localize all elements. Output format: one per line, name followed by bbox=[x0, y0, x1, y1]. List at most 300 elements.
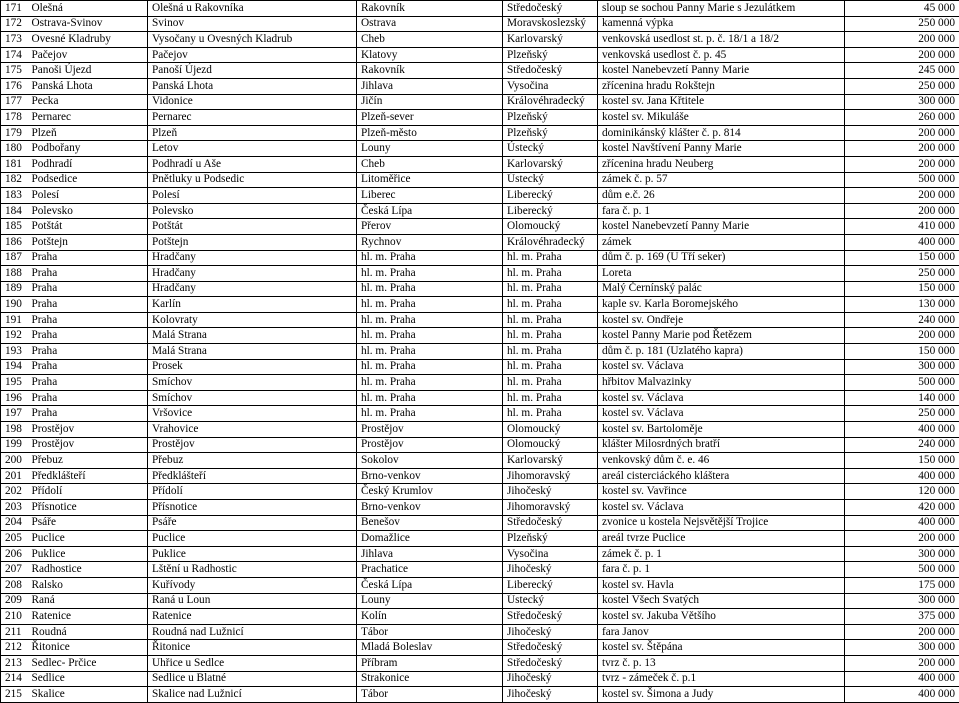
row-number-cell: 182 bbox=[1, 172, 28, 188]
district-cell: hl. m. Praha bbox=[357, 312, 503, 328]
district-cell: hl. m. Praha bbox=[357, 266, 503, 282]
region-cell: Středočeský bbox=[503, 655, 598, 671]
table-row bbox=[1, 16, 959, 32]
district-cell: Přerov bbox=[357, 219, 503, 235]
amount-cell: 260 000 bbox=[845, 110, 959, 126]
region-cell: Olomoucký bbox=[503, 219, 598, 235]
monument-cell: tvrz č. p. 13 bbox=[598, 655, 845, 671]
monument-cell: zámek č. p. 57 bbox=[598, 172, 845, 188]
table-row bbox=[1, 344, 959, 360]
municipality-cell: Puklice bbox=[28, 546, 148, 562]
region-cell: Vysočina bbox=[503, 546, 598, 562]
table-row bbox=[1, 515, 959, 531]
cadastral-area-cell: Prosek bbox=[148, 359, 357, 375]
monument-cell: zámek č. p. 1 bbox=[598, 546, 845, 562]
cadastral-area-cell: Vršovice bbox=[148, 406, 357, 422]
table-row bbox=[1, 234, 959, 250]
monument-cell: venkovská usedlost st. p. č. 18/1 a 18/2 bbox=[598, 32, 845, 48]
region-cell: Ústecký bbox=[503, 141, 598, 157]
monument-cell: kostel sv. Václava bbox=[598, 500, 845, 516]
table-row bbox=[1, 312, 959, 328]
row-number-cell: 201 bbox=[1, 468, 28, 484]
row-number-cell: 195 bbox=[1, 375, 28, 391]
district-cell: Kolín bbox=[357, 609, 503, 625]
table-row bbox=[1, 47, 959, 63]
region-cell: Liberecký bbox=[503, 577, 598, 593]
monument-cell: kostel Všech Svatých bbox=[598, 593, 845, 609]
monument-cell: zvonice u kostela Nejsvětější Trojice bbox=[598, 515, 845, 531]
monument-cell: zřícenina hradu Rokštejn bbox=[598, 78, 845, 94]
monument-cell: Malý Černínský palác bbox=[598, 281, 845, 297]
region-cell: hl. m. Praha bbox=[503, 281, 598, 297]
municipality-cell: Praha bbox=[28, 266, 148, 282]
row-number-cell: 209 bbox=[1, 593, 28, 609]
municipality-cell: Řitonice bbox=[28, 640, 148, 656]
region-cell: Středočeský bbox=[503, 609, 598, 625]
amount-cell: 250 000 bbox=[845, 266, 959, 282]
table-row bbox=[1, 32, 959, 48]
municipality-cell: Puclice bbox=[28, 531, 148, 547]
cadastral-area-cell: Sedlice u Blatné bbox=[148, 671, 357, 687]
row-number-cell: 186 bbox=[1, 234, 28, 250]
table-row bbox=[1, 188, 959, 204]
row-number-cell: 175 bbox=[1, 63, 28, 79]
district-cell: Prostějov bbox=[357, 422, 503, 438]
table-row bbox=[1, 125, 959, 141]
amount-cell: 150 000 bbox=[845, 344, 959, 360]
cadastral-area-cell: Hradčany bbox=[148, 266, 357, 282]
municipality-cell: Polesí bbox=[28, 188, 148, 204]
municipality-cell: Ratenice bbox=[28, 609, 148, 625]
monument-cell: klášter Milosrdných bratří bbox=[598, 437, 845, 453]
district-cell: Klatovy bbox=[357, 47, 503, 63]
cadastral-area-cell: Vrahovice bbox=[148, 422, 357, 438]
district-cell: Strakonice bbox=[357, 671, 503, 687]
table-row bbox=[1, 63, 959, 79]
cadastral-area-cell: Roudná nad Lužnicí bbox=[148, 624, 357, 640]
district-cell: Liberec bbox=[357, 188, 503, 204]
amount-cell: 200 000 bbox=[845, 328, 959, 344]
municipality-cell: Radhostice bbox=[28, 562, 148, 578]
table-row bbox=[1, 437, 959, 453]
amount-cell: 300 000 bbox=[845, 640, 959, 656]
monument-cell: kostel sv. Štěpána bbox=[598, 640, 845, 656]
municipality-cell: Raná bbox=[28, 593, 148, 609]
row-number-cell: 208 bbox=[1, 577, 28, 593]
monument-cell: fara č. p. 1 bbox=[598, 562, 845, 578]
table-row bbox=[1, 110, 959, 126]
row-number-cell: 183 bbox=[1, 188, 28, 204]
row-number-cell: 179 bbox=[1, 125, 28, 141]
amount-cell: 245 000 bbox=[845, 63, 959, 79]
region-cell: Olomoucký bbox=[503, 437, 598, 453]
district-cell: Ostrava bbox=[357, 16, 503, 32]
monument-cell: sloup se sochou Panny Marie s Jezulátkem bbox=[598, 1, 845, 17]
table-row bbox=[1, 593, 959, 609]
district-cell: Český Krumlov bbox=[357, 484, 503, 500]
cadastral-area-cell: Polesí bbox=[148, 188, 357, 204]
amount-cell: 130 000 bbox=[845, 297, 959, 313]
municipality-cell: Panská Lhota bbox=[28, 78, 148, 94]
amount-cell: 500 000 bbox=[845, 562, 959, 578]
monument-cell: areál tvrze Puclice bbox=[598, 531, 845, 547]
district-cell: Jihlava bbox=[357, 546, 503, 562]
monument-cell: fara Janov bbox=[598, 624, 845, 640]
region-cell: hl. m. Praha bbox=[503, 390, 598, 406]
amount-cell: 200 000 bbox=[845, 141, 959, 157]
region-cell: Vysočina bbox=[503, 78, 598, 94]
monument-cell: kostel sv. Václava bbox=[598, 390, 845, 406]
municipality-cell: Psáře bbox=[28, 515, 148, 531]
cadastral-area-cell: Panoší Újezd bbox=[148, 63, 357, 79]
monument-cell: kostel Nanebevzetí Panny Marie bbox=[598, 219, 845, 235]
district-cell: Tábor bbox=[357, 624, 503, 640]
row-number-cell: 188 bbox=[1, 266, 28, 282]
region-cell: Karlovarský bbox=[503, 32, 598, 48]
monument-cell: kostel sv. Mikuláše bbox=[598, 110, 845, 126]
region-cell: Olomoucký bbox=[503, 422, 598, 438]
region-cell: Plzeňský bbox=[503, 125, 598, 141]
row-number-cell: 174 bbox=[1, 47, 28, 63]
cadastral-area-cell: Kuřívody bbox=[148, 577, 357, 593]
amount-cell: 240 000 bbox=[845, 437, 959, 453]
cadastral-area-cell: Pernarec bbox=[148, 110, 357, 126]
district-cell: Plzeň-sever bbox=[357, 110, 503, 126]
region-cell: Jihočeský bbox=[503, 562, 598, 578]
table-row bbox=[1, 422, 959, 438]
row-number-cell: 194 bbox=[1, 359, 28, 375]
amount-cell: 500 000 bbox=[845, 375, 959, 391]
municipality-cell: Praha bbox=[28, 344, 148, 360]
district-cell: Sokolov bbox=[357, 453, 503, 469]
municipality-cell: Sedlice bbox=[28, 671, 148, 687]
cadastral-area-cell: Raná u Loun bbox=[148, 593, 357, 609]
municipality-cell: Přísnotice bbox=[28, 500, 148, 516]
amount-cell: 200 000 bbox=[845, 624, 959, 640]
row-number-cell: 171 bbox=[1, 1, 28, 17]
district-cell: Česká Lípa bbox=[357, 203, 503, 219]
row-number-cell: 187 bbox=[1, 250, 28, 266]
table-row bbox=[1, 375, 959, 391]
district-cell: hl. m. Praha bbox=[357, 297, 503, 313]
amount-cell: 200 000 bbox=[845, 156, 959, 172]
municipality-cell: Praha bbox=[28, 375, 148, 391]
row-number-cell: 185 bbox=[1, 219, 28, 235]
row-number-cell: 180 bbox=[1, 141, 28, 157]
district-cell: Benešov bbox=[357, 515, 503, 531]
cadastral-area-cell: Lštění u Radhostic bbox=[148, 562, 357, 578]
region-cell: Moravskoslezský bbox=[503, 16, 598, 32]
amount-cell: 140 000 bbox=[845, 390, 959, 406]
district-cell: Brno-venkov bbox=[357, 500, 503, 516]
monument-cell: zámek bbox=[598, 234, 845, 250]
table-row bbox=[1, 546, 959, 562]
amount-cell: 200 000 bbox=[845, 47, 959, 63]
region-cell: Jihočeský bbox=[503, 624, 598, 640]
cadastral-area-cell: Plzeň bbox=[148, 125, 357, 141]
region-cell: hl. m. Praha bbox=[503, 312, 598, 328]
cadastral-area-cell: Svinov bbox=[148, 16, 357, 32]
municipality-cell: Praha bbox=[28, 390, 148, 406]
municipality-cell: Podsedice bbox=[28, 172, 148, 188]
region-cell: hl. m. Praha bbox=[503, 250, 598, 266]
table-row bbox=[1, 281, 959, 297]
table-row bbox=[1, 250, 959, 266]
amount-cell: 150 000 bbox=[845, 281, 959, 297]
region-cell: Středočeský bbox=[503, 1, 598, 17]
cadastral-area-cell: Uhřice u Sedlce bbox=[148, 655, 357, 671]
table-row bbox=[1, 156, 959, 172]
district-cell: Cheb bbox=[357, 32, 503, 48]
row-number-cell: 172 bbox=[1, 16, 28, 32]
cadastral-area-cell: Přebuz bbox=[148, 453, 357, 469]
municipality-cell: Potštát bbox=[28, 219, 148, 235]
region-cell: Plzeňský bbox=[503, 110, 598, 126]
municipality-cell: Pernarec bbox=[28, 110, 148, 126]
amount-cell: 200 000 bbox=[845, 32, 959, 48]
table-row bbox=[1, 406, 959, 422]
amount-cell: 150 000 bbox=[845, 453, 959, 469]
district-cell: Prostějov bbox=[357, 437, 503, 453]
monument-cell: kostel Panny Marie pod Řetězem bbox=[598, 328, 845, 344]
region-cell: Jihomoravský bbox=[503, 500, 598, 516]
region-cell: hl. m. Praha bbox=[503, 266, 598, 282]
monument-cell: kaple sv. Karla Boromejského bbox=[598, 297, 845, 313]
municipality-cell: Skalice bbox=[28, 687, 148, 703]
table-row bbox=[1, 609, 959, 625]
monument-cell: kostel sv. Bartoloměje bbox=[598, 422, 845, 438]
row-number-cell: 211 bbox=[1, 624, 28, 640]
region-cell: Jihomoravský bbox=[503, 468, 598, 484]
cadastral-area-cell: Vysočany u Ovesných Kladrub bbox=[148, 32, 357, 48]
district-cell: hl. m. Praha bbox=[357, 406, 503, 422]
amount-cell: 45 000 bbox=[845, 1, 959, 17]
region-cell: hl. m. Praha bbox=[503, 359, 598, 375]
cadastral-area-cell: Kolovraty bbox=[148, 312, 357, 328]
monument-cell: kostel sv. Ondřeje bbox=[598, 312, 845, 328]
cadastral-area-cell: Prostějov bbox=[148, 437, 357, 453]
municipality-cell: Praha bbox=[28, 328, 148, 344]
amount-cell: 400 000 bbox=[845, 468, 959, 484]
amount-cell: 200 000 bbox=[845, 655, 959, 671]
row-number-cell: 193 bbox=[1, 344, 28, 360]
row-number-cell: 210 bbox=[1, 609, 28, 625]
monument-cell: zřícenina hradu Neuberg bbox=[598, 156, 845, 172]
row-number-cell: 181 bbox=[1, 156, 28, 172]
amount-cell: 200 000 bbox=[845, 125, 959, 141]
district-cell: Mladá Boleslav bbox=[357, 640, 503, 656]
table-row bbox=[1, 577, 959, 593]
table-body bbox=[1, 1, 959, 703]
amount-cell: 300 000 bbox=[845, 546, 959, 562]
cadastral-area-cell: Pnětluky u Podsedic bbox=[148, 172, 357, 188]
district-cell: hl. m. Praha bbox=[357, 250, 503, 266]
cadastral-area-cell: Malá Strana bbox=[148, 328, 357, 344]
table-row bbox=[1, 328, 959, 344]
municipality-cell: Přídolí bbox=[28, 484, 148, 500]
cadastral-area-cell: Přísnotice bbox=[148, 500, 357, 516]
cadastral-area-cell: Řitonice bbox=[148, 640, 357, 656]
cadastral-area-cell: Polevsko bbox=[148, 203, 357, 219]
row-number-cell: 177 bbox=[1, 94, 28, 110]
monument-cell: venkovský dům č. e. 46 bbox=[598, 453, 845, 469]
municipality-cell: Polevsko bbox=[28, 203, 148, 219]
amount-cell: 420 000 bbox=[845, 500, 959, 516]
region-cell: Ústecký bbox=[503, 593, 598, 609]
municipality-cell: Ostrava-Svinov bbox=[28, 16, 148, 32]
cadastral-area-cell: Přídolí bbox=[148, 484, 357, 500]
table-row bbox=[1, 78, 959, 94]
region-cell: Královéhradecký bbox=[503, 94, 598, 110]
table-row bbox=[1, 266, 959, 282]
region-cell: hl. m. Praha bbox=[503, 375, 598, 391]
monument-cell: kostel sv. Jana Křtitele bbox=[598, 94, 845, 110]
amount-cell: 300 000 bbox=[845, 94, 959, 110]
district-cell: Jihlava bbox=[357, 78, 503, 94]
amount-cell: 400 000 bbox=[845, 234, 959, 250]
cadastral-area-cell: Malá Strana bbox=[148, 344, 357, 360]
row-number-cell: 199 bbox=[1, 437, 28, 453]
monument-cell: kostel sv. Šimona a Judy bbox=[598, 687, 845, 703]
amount-cell: 410 000 bbox=[845, 219, 959, 235]
monument-cell: dominikánský klášter č. p. 814 bbox=[598, 125, 845, 141]
amount-cell: 250 000 bbox=[845, 16, 959, 32]
row-number-cell: 215 bbox=[1, 687, 28, 703]
monument-cell: kostel sv. Havla bbox=[598, 577, 845, 593]
municipality-cell: Praha bbox=[28, 312, 148, 328]
row-number-cell: 189 bbox=[1, 281, 28, 297]
amount-cell: 120 000 bbox=[845, 484, 959, 500]
amount-cell: 375 000 bbox=[845, 609, 959, 625]
region-cell: Karlovarský bbox=[503, 156, 598, 172]
table-row bbox=[1, 390, 959, 406]
cadastral-area-cell: Hradčany bbox=[148, 281, 357, 297]
region-cell: Středočeský bbox=[503, 515, 598, 531]
region-cell: hl. m. Praha bbox=[503, 328, 598, 344]
table-row bbox=[1, 671, 959, 687]
monument-cell: kamenná výpka bbox=[598, 16, 845, 32]
municipality-cell: Pecka bbox=[28, 94, 148, 110]
cadastral-area-cell: Panská Lhota bbox=[148, 78, 357, 94]
cadastral-area-cell: Psáře bbox=[148, 515, 357, 531]
region-cell: Plzeňský bbox=[503, 531, 598, 547]
amount-cell: 200 000 bbox=[845, 531, 959, 547]
row-number-cell: 214 bbox=[1, 671, 28, 687]
municipality-cell: Praha bbox=[28, 250, 148, 266]
region-cell: Liberecký bbox=[503, 188, 598, 204]
region-cell: hl. m. Praha bbox=[503, 406, 598, 422]
region-cell: Královéhradecký bbox=[503, 234, 598, 250]
municipality-cell: Praha bbox=[28, 281, 148, 297]
municipality-cell: Potštejn bbox=[28, 234, 148, 250]
table-row bbox=[1, 203, 959, 219]
amount-cell: 500 000 bbox=[845, 172, 959, 188]
table-row bbox=[1, 468, 959, 484]
amount-cell: 400 000 bbox=[845, 422, 959, 438]
monument-cell: kostel sv. Vavřince bbox=[598, 484, 845, 500]
monument-cell: tvrz - zámeček č. p.1 bbox=[598, 671, 845, 687]
district-cell: Litoměřice bbox=[357, 172, 503, 188]
municipality-cell: Sedlec- Prčice bbox=[28, 655, 148, 671]
district-cell: Plzeň-město bbox=[357, 125, 503, 141]
monument-cell: dům č. p. 169 (U Tří seker) bbox=[598, 250, 845, 266]
district-cell: Louny bbox=[357, 593, 503, 609]
row-number-cell: 190 bbox=[1, 297, 28, 313]
cadastral-area-cell: Skalice nad Lužnicí bbox=[148, 687, 357, 703]
district-cell: Rakovník bbox=[357, 63, 503, 79]
table-row bbox=[1, 359, 959, 375]
amount-cell: 175 000 bbox=[845, 577, 959, 593]
table-row bbox=[1, 484, 959, 500]
cadastral-area-cell: Potštát bbox=[148, 219, 357, 235]
municipality-cell: Prostějov bbox=[28, 437, 148, 453]
amount-cell: 200 000 bbox=[845, 203, 959, 219]
table-row bbox=[1, 141, 959, 157]
district-cell: Rychnov bbox=[357, 234, 503, 250]
amount-cell: 300 000 bbox=[845, 359, 959, 375]
row-number-cell: 197 bbox=[1, 406, 28, 422]
row-number-cell: 205 bbox=[1, 531, 28, 547]
region-cell: Liberecký bbox=[503, 203, 598, 219]
municipality-cell: Podbořany bbox=[28, 141, 148, 157]
table-row bbox=[1, 640, 959, 656]
row-number-cell: 203 bbox=[1, 500, 28, 516]
region-cell: Jihočeský bbox=[503, 671, 598, 687]
table-row bbox=[1, 94, 959, 110]
region-cell: Středočeský bbox=[503, 63, 598, 79]
municipality-cell: Ovesné Kladruby bbox=[28, 32, 148, 48]
amount-cell: 400 000 bbox=[845, 687, 959, 703]
district-cell: hl. m. Praha bbox=[357, 328, 503, 344]
cadastral-area-cell: Potštejn bbox=[148, 234, 357, 250]
district-cell: Tábor bbox=[357, 687, 503, 703]
cadastral-area-cell: Smíchov bbox=[148, 375, 357, 391]
cadastral-area-cell: Pačejov bbox=[148, 47, 357, 63]
municipality-cell: Pačejov bbox=[28, 47, 148, 63]
municipality-cell: Olešná bbox=[28, 1, 148, 17]
region-cell: Ústecký bbox=[503, 172, 598, 188]
row-number-cell: 212 bbox=[1, 640, 28, 656]
cadastral-area-cell: Vidonice bbox=[148, 94, 357, 110]
municipality-cell: Přebuz bbox=[28, 453, 148, 469]
table-row bbox=[1, 655, 959, 671]
cadastral-area-cell: Smíchov bbox=[148, 390, 357, 406]
cadastral-area-cell: Olešná u Rakovníka bbox=[148, 1, 357, 17]
table-row bbox=[1, 562, 959, 578]
table-row bbox=[1, 453, 959, 469]
monument-cell: hřbitov Malvazinky bbox=[598, 375, 845, 391]
monument-cell: venkovská usedlost č. p. 45 bbox=[598, 47, 845, 63]
row-number-cell: 192 bbox=[1, 328, 28, 344]
cadastral-area-cell: Puklice bbox=[148, 546, 357, 562]
table-row bbox=[1, 297, 959, 313]
table-row bbox=[1, 172, 959, 188]
table-row bbox=[1, 219, 959, 235]
district-cell: hl. m. Praha bbox=[357, 390, 503, 406]
amount-cell: 400 000 bbox=[845, 671, 959, 687]
district-cell: Louny bbox=[357, 141, 503, 157]
region-cell: hl. m. Praha bbox=[503, 344, 598, 360]
municipality-cell: Panoši Újezd bbox=[28, 63, 148, 79]
district-cell: Prachatice bbox=[357, 562, 503, 578]
amount-cell: 240 000 bbox=[845, 312, 959, 328]
table-row bbox=[1, 1, 959, 17]
row-number-cell: 198 bbox=[1, 422, 28, 438]
municipality-cell: Praha bbox=[28, 297, 148, 313]
cadastral-area-cell: Puclice bbox=[148, 531, 357, 547]
monument-cell: kostel Navštívení Panny Marie bbox=[598, 141, 845, 157]
row-number-cell: 196 bbox=[1, 390, 28, 406]
